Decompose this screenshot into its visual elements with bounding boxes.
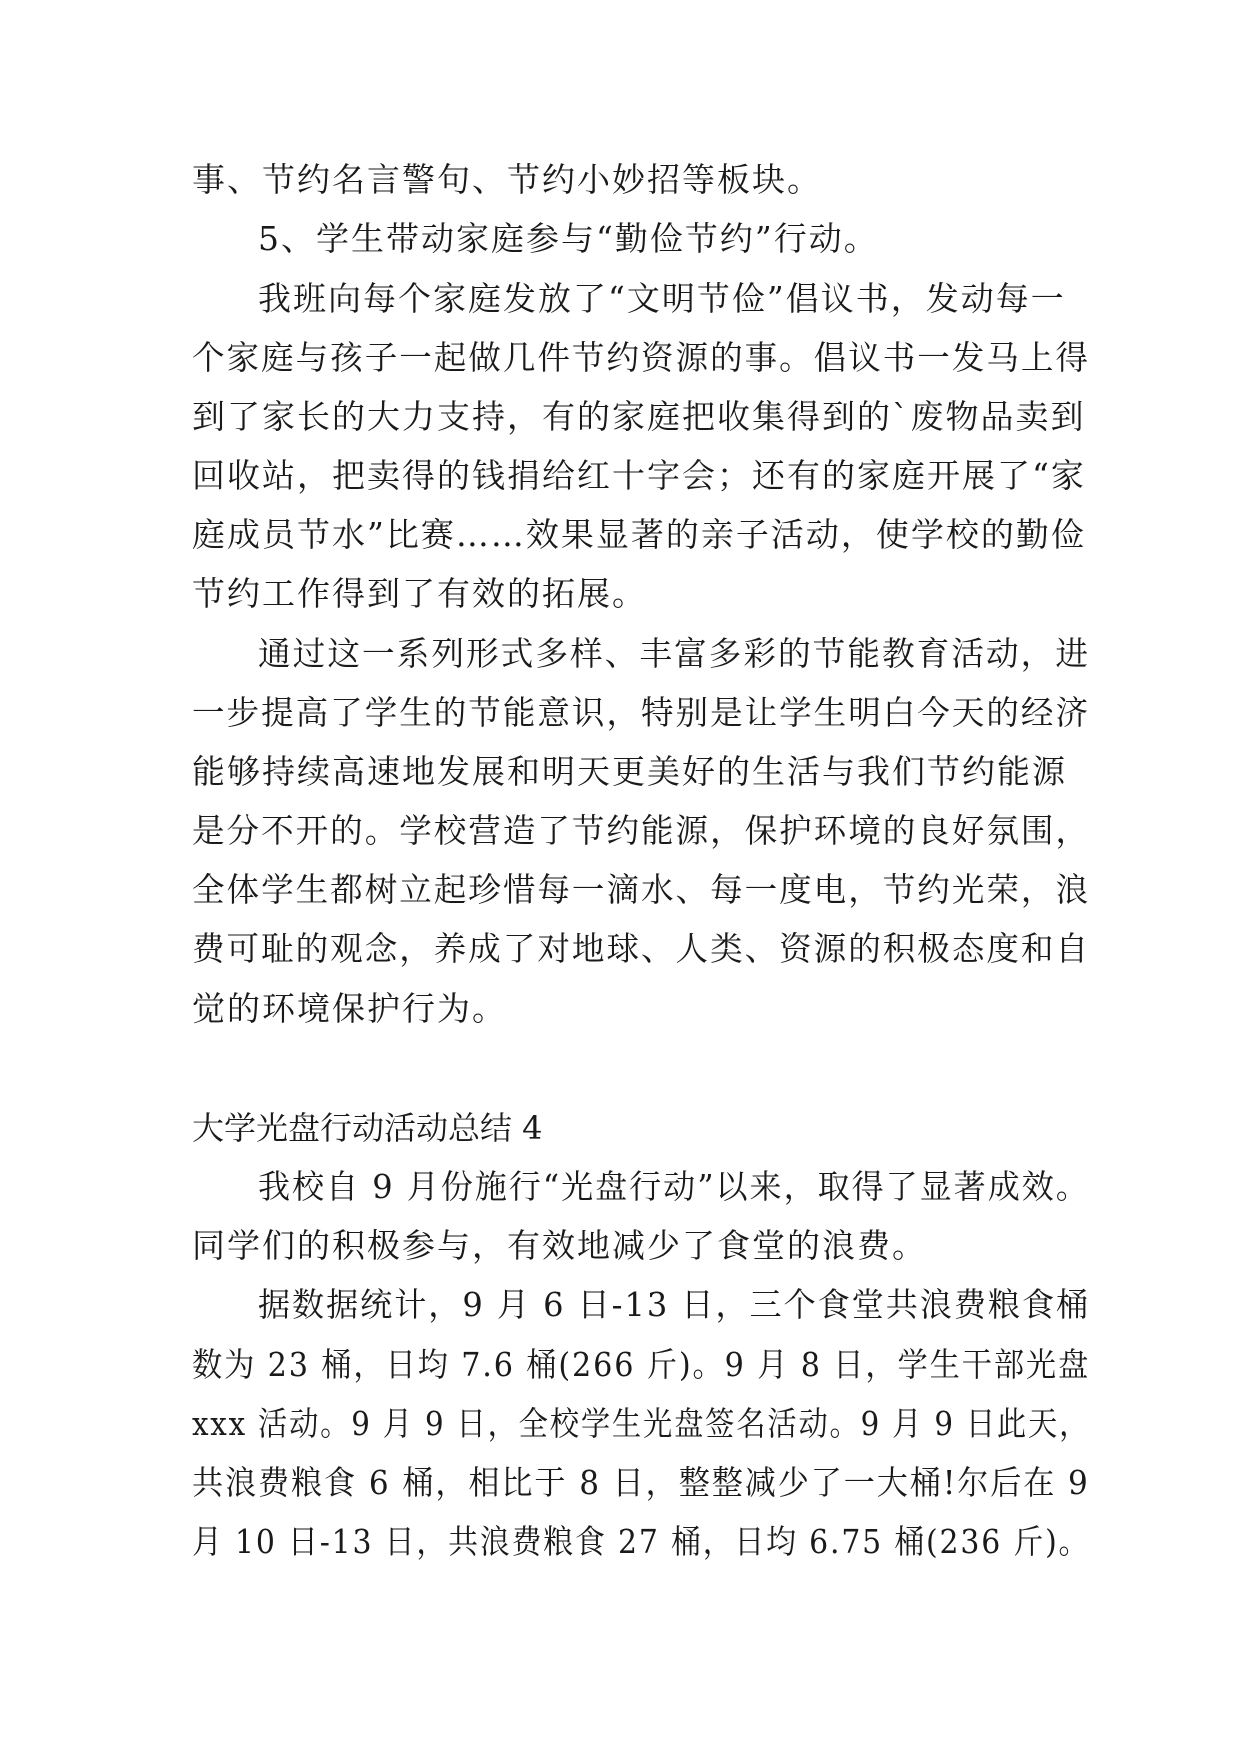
paragraph-line: xxx 活动。9 月 9 日，全校学生光盘签名活动。9 月 9 日此天， — [192, 1404, 1091, 1443]
section-heading: 大学光盘行动活动总结 4 — [192, 1109, 543, 1147]
paragraph-line: 费可耻的观念，养成了对地球、人类、资源的积极态度和自 — [192, 929, 1090, 968]
paragraph-line: 是分不开的。学校营造了节约能源，保护环境的良好氛围， — [192, 811, 1090, 850]
paragraph-line: 节约工作得到了有效的拓展。 — [192, 574, 647, 613]
paragraph-line: 月 10 日-13 日，共浪费粮食 27 桶，日均 6.75 桶(236 斤)。 — [192, 1522, 1091, 1561]
paragraph-line: 觉的环境保护行为。 — [192, 989, 507, 1028]
paragraph-line: 数为 23 桶，日均 7.6 桶(266 斤)。9 月 8 日，学生干部光盘 — [192, 1345, 1091, 1384]
paragraph-line: 据数据统计，9 月 6 日-13 日，三个食堂共浪费粮食桶 — [258, 1285, 1091, 1324]
paragraph-line: 一步提高了学生的节能意识，特别是让学生明白今天的经济 — [192, 693, 1090, 732]
paragraph-line: 通过这一系列形式多样、丰富多彩的节能教育活动，进 — [258, 634, 1091, 673]
paragraph-line: 个家庭与孩子一起做几件节约资源的事。倡议书一发马上得 — [192, 338, 1090, 377]
paragraph-line: 回收站，把卖得的钱捐给红十字会；还有的家庭开展了“家 — [192, 456, 1086, 495]
paragraph-line: 全体学生都树立起珍惜每一滴水、每一度电，节约光荣，浪 — [192, 870, 1090, 909]
list-item-5: 5、学生带动家庭参与“勤俭节约”行动。 — [258, 219, 879, 258]
paragraph-line: 我校自 9 月份施行“光盘行动”以来，取得了显著成效。 — [258, 1167, 1090, 1206]
text-line: 事、节约名言警句、节约小妙招等板块。 — [192, 160, 822, 199]
paragraph-line: 能够持续高速地发展和明天更美好的生活与我们节约能源 — [192, 752, 1067, 791]
paragraph-line: 同学们的积极参与，有效地减少了食堂的浪费。 — [192, 1226, 927, 1265]
paragraph-line: 共浪费粮食 6 桶，相比于 8 日，整整减少了一大桶!尔后在 9 — [192, 1463, 1090, 1502]
paragraph-line: 我班向每个家庭发放了“文明节俭”倡议书，发动每一 — [258, 279, 1066, 318]
paragraph-line: 庭成员节水”比赛……效果显著的亲子活动，使学校的勤俭 — [192, 515, 1086, 554]
paragraph-line: 到了家长的大力支持，有的家庭把收集得到的`废物品卖到 — [192, 397, 1086, 436]
